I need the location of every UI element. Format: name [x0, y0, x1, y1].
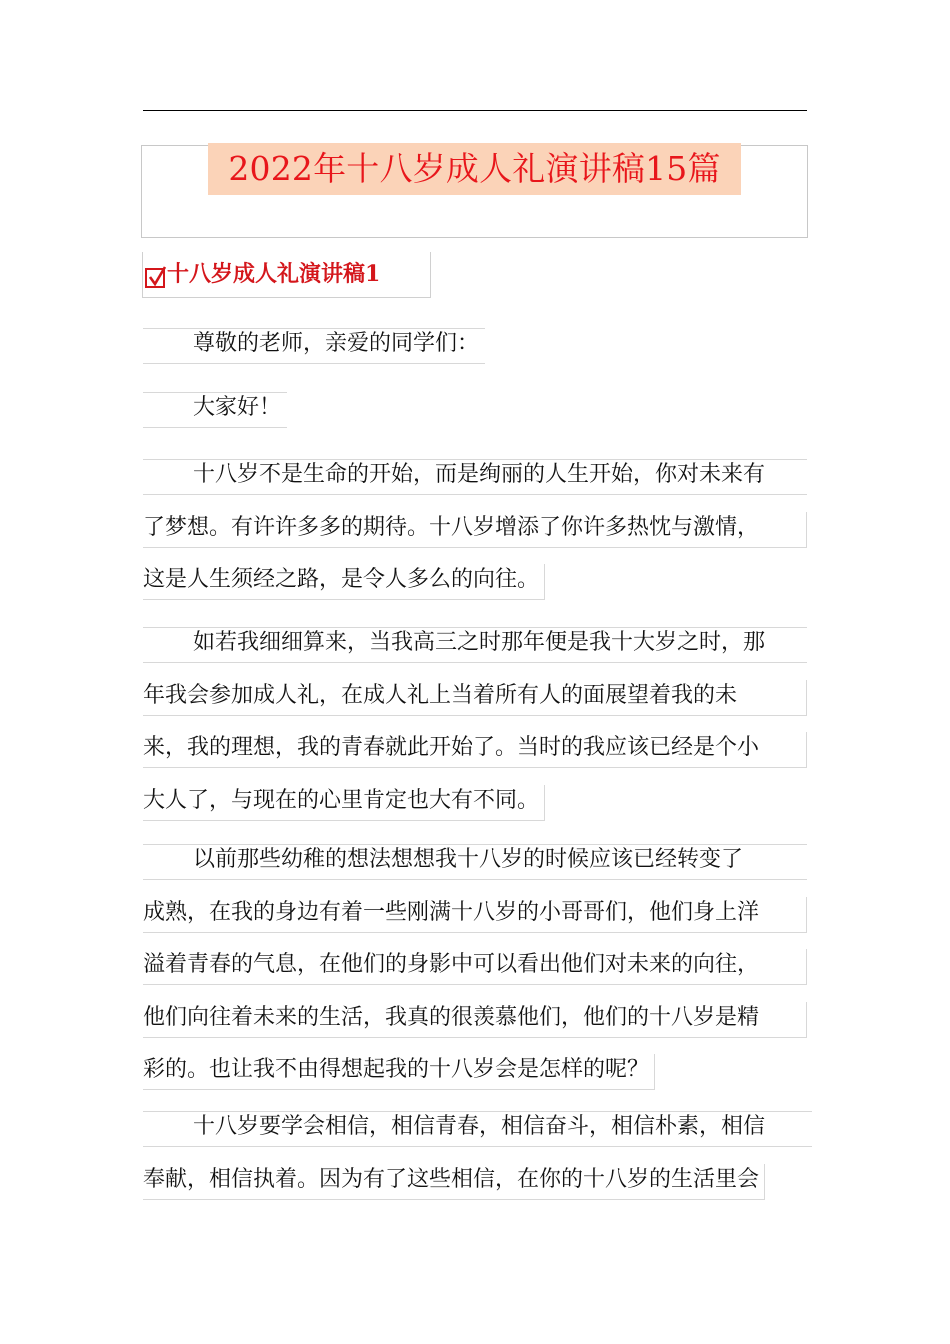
document-title: 2022年十八岁成人礼演讲稿15篇 — [208, 143, 741, 195]
paragraph-line: 尊敬的老师，亲爱的同学们： — [193, 331, 480, 356]
paragraph-line: 他们向往着未来的生活，我真的很羡慕他们，他们的十八岁是精 — [143, 1004, 760, 1030]
paragraph-line: 如若我细细算来，当我高三之时那年便是我十大岁之时，那 — [193, 630, 766, 655]
checkbox-checked-icon — [145, 268, 165, 288]
paragraph-line: 大家好！ — [193, 395, 282, 420]
paragraph-line: 彩的。也让我不由得想起我的十八岁会是怎样的呢？ — [143, 1057, 650, 1082]
top-rule — [143, 110, 807, 111]
paragraph-line: 年我会参加成人礼，在成人礼上当着所有人的面展望着我的未 — [143, 682, 738, 708]
paragraph-line: 来，我的理想，我的青春就此开始了。当时的我应该已经是个小 — [143, 735, 760, 760]
paragraph-line: 奉献，相信执着。因为有了这些相信，在你的十八岁的生活里会 — [143, 1166, 760, 1192]
paragraph-line: 十八岁要学会相信，相信青春，相信奋斗，相信朴素，相信 — [193, 1114, 766, 1139]
section-heading: 十八岁成人礼演讲稿1 — [167, 261, 381, 287]
paragraph-line: 了梦想。有许许多多的期待。十八岁增添了你许多热忱与激情， — [143, 514, 760, 540]
paragraph-line: 十八岁不是生命的开始，而是绚丽的人生开始，你对未来有 — [193, 462, 766, 487]
paragraph-line: 溢着青春的气息，在他们的身影中可以看出他们对未来的向往， — [143, 952, 760, 977]
paragraph-line: 大人了，与现在的心里肯定也大有不同。 — [143, 787, 540, 813]
paragraph-line: 成熟，在我的身边有着一些刚满十八岁的小哥哥们，他们身上洋 — [143, 899, 760, 925]
paragraph-line: 这是人生须经之路，是令人多么的向往。 — [143, 567, 540, 592]
paragraph-line: 以前那些幼稚的想法想想我十八岁的时候应该已经转变了 — [193, 847, 744, 872]
